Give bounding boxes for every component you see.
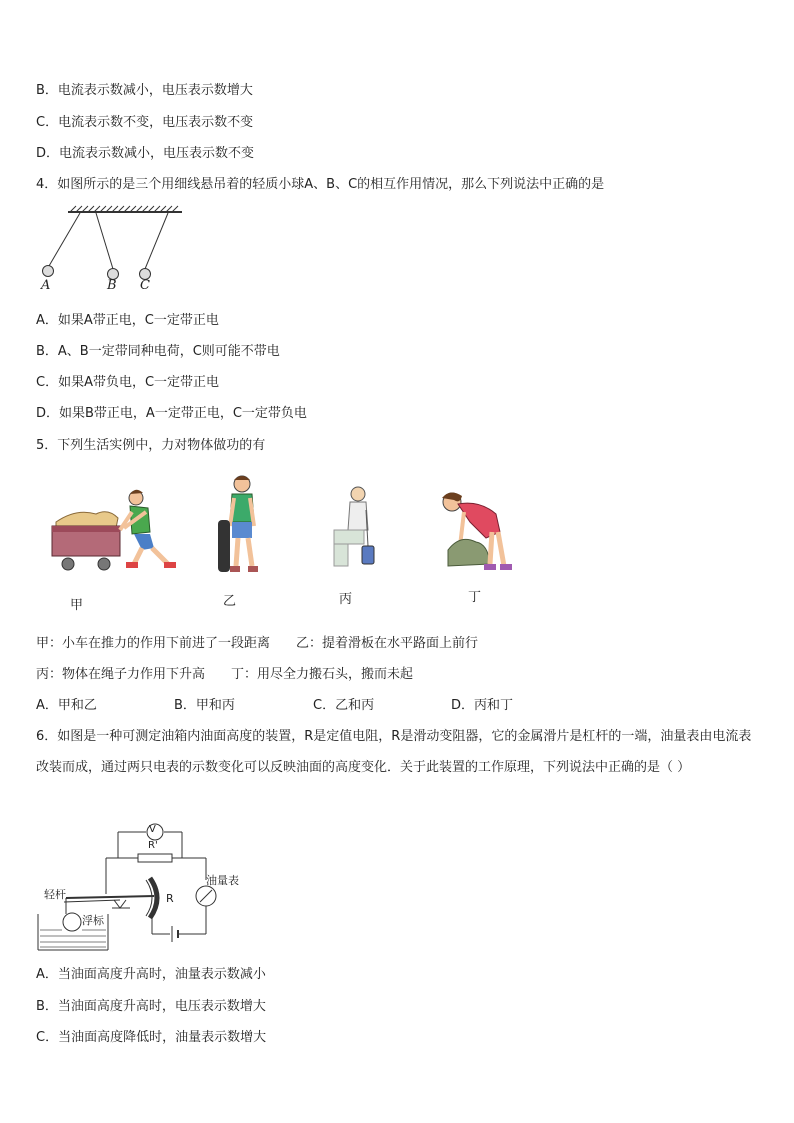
q5-desc-2: 丙：物体在绳子力作用下升高 丁：用尽全力搬石头，搬而未起	[36, 667, 414, 682]
q4-option-d: D．如果B带正电，A一定带正电，C一定带负电	[36, 406, 307, 421]
caption-jia: 甲	[70, 598, 84, 613]
oil-meter-label: 油量表	[206, 874, 239, 887]
q5-stem: 5．下列生活实例中，力对物体做功的有	[36, 438, 266, 453]
lever-label: 轻杆	[44, 888, 66, 901]
q4-option-b: B．A、B一定带同种电荷，C则可能不带电	[36, 344, 280, 359]
carrying-board-illustration	[212, 470, 272, 580]
q5-option-c: C．乙和丙	[313, 698, 375, 713]
lifting-rope-illustration	[328, 484, 378, 568]
q3-option-b: B．电流表示数减小，电压表示数增大	[36, 83, 253, 98]
caption-ding: 丁	[468, 590, 482, 605]
fixed-resistor-label: R'	[148, 840, 158, 851]
q4-option-a: A．如果A带正电，C一定带正电	[36, 313, 219, 328]
oil-gauge-circuit-figure	[36, 818, 256, 958]
ball-label-b: B	[107, 278, 117, 293]
q5-option-d: D．丙和丁	[451, 698, 514, 713]
caption-bing: 丙	[339, 592, 353, 607]
q3-option-d: D．电流表示数减小，电压表示数不变	[36, 146, 255, 161]
q4-option-c: C．如果A带负电，C一定带正电	[36, 375, 220, 390]
lifting-stone-illustration	[430, 488, 526, 576]
caption-yi: 乙	[223, 594, 237, 609]
q5-option-b: B．甲和丙	[174, 698, 235, 713]
q6-option-c: C．当油面高度降低时，油量表示数增大	[36, 1030, 267, 1045]
ball-label-a: A	[41, 278, 51, 293]
float-label: 浮标	[82, 914, 104, 927]
ball-a	[43, 266, 54, 277]
ball-label-c: C	[140, 278, 150, 293]
q6-stem: 6．如图是一种可测定油箱内油面高度的装置，R是定值电阻，R是滑动变阻器，它的金属滑片是杠杆的一端，油量表由电流表改装而成，通过两只电表的示数变化可以反映油面的高度变化．关于此装置的工作原理，下列说法中正确的是（ ）	[36, 729, 752, 775]
q6-option-a: A．当油面高度升高时，油量表示数减小	[36, 967, 266, 982]
voltmeter-label: V	[149, 824, 156, 835]
q3-option-c: C．电流表示数不变，电压表示数不变	[36, 115, 254, 130]
variable-resistor-label: R	[166, 892, 174, 905]
q4-stem: 4．如图所示的是三个用细线悬吊着的轻质小球A、B、C的相互作用情况，那么下列说法中正确的是	[36, 177, 605, 192]
q5-desc-1: 甲：小车在推力的作用下前进了一段距离 乙：提着滑板在水平路面上前行	[36, 636, 479, 651]
q5-option-a: A．甲和乙	[36, 698, 97, 713]
cart-pushing-illustration	[46, 478, 186, 578]
q6-option-b: B．当油面高度升高时，电压表示数增大	[36, 999, 266, 1014]
